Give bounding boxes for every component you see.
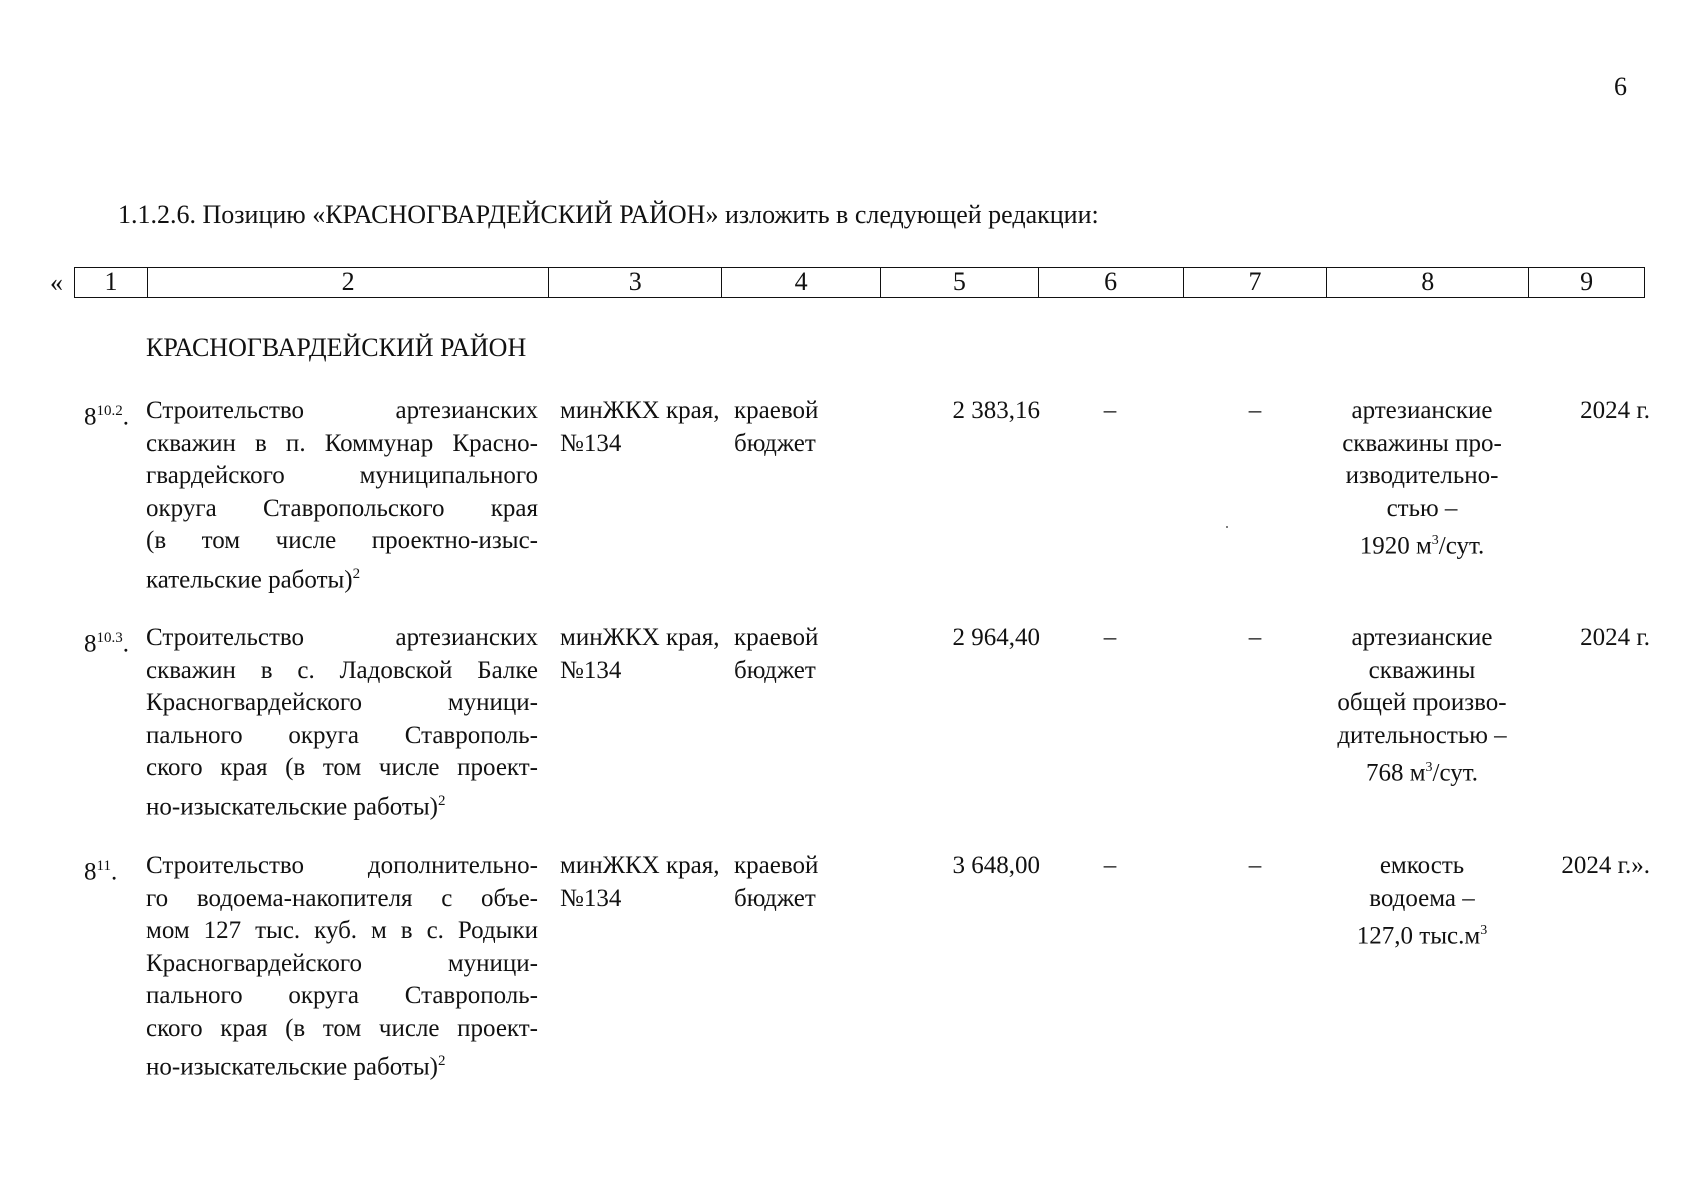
project-description: Строительство артезианских скважин в с. Ладовской Балке Красногвардейского муници- пального округа Ставрополь- ского края (в том числе проект- но-изыскательские работы)$^2$: [146, 624, 538, 820]
col7-dash: –: [1248, 624, 1262, 651]
responsible-body: минЖКХ края, №134: [560, 852, 720, 912]
header-cell: 5: [881, 268, 1039, 297]
row-number: $8^{11}$.: [84, 858, 118, 886]
row-number: $8^{10.3}$.: [84, 630, 129, 658]
responsible-body: минЖКХ края, №134: [560, 397, 720, 457]
footnote-mark: 2: [437, 792, 446, 809]
col6-dash: –: [1103, 397, 1117, 424]
header-cell: 2: [148, 268, 549, 297]
col6-dash: –: [1103, 852, 1117, 879]
col7-dash: –: [1248, 852, 1262, 879]
column-number-header: [74, 267, 1645, 298]
col7-dash: –: [1248, 397, 1262, 424]
opening-quote: «: [50, 268, 63, 297]
header-cell: 3: [549, 268, 722, 297]
responsible-body: минЖКХ края, №134: [560, 624, 720, 684]
header-cell: 7: [1184, 268, 1328, 297]
row-number: $8^{10.2}$.: [84, 403, 129, 431]
project-description: Строительство артезианских скважин в п. Коммунар Красно- гвардейского муниципального округа Ставропольского края (в том числе проектно-изыс- кательские работы)$^2$: [146, 397, 538, 593]
funding-source: краевой бюджет: [734, 397, 819, 457]
page-number: 6: [1614, 72, 1627, 101]
col6-dash: –: [1103, 624, 1117, 651]
header-cell: 8: [1327, 268, 1529, 297]
header-cell: 1: [75, 268, 148, 297]
amount: 2 964,40: [952, 624, 1040, 651]
funding-source: краевой бюджет: [734, 624, 819, 684]
project-description: Строительство дополнительно- го водоема-накопителя с объе- мом 127 тыс. куб. м в с. Родыки Красногвардейского муници- пального округа Ставрополь- ского края (в том числе проект- но-изыскательские работы)$^2$: [146, 852, 538, 1081]
expected-result: артезианские скважины про- изводительно- стью – 1920 $м^3$/сут.: [1342, 397, 1502, 560]
scan-speck: [1226, 526, 1228, 528]
amount: 3 648,00: [952, 852, 1040, 879]
amount: 2 383,16: [952, 397, 1040, 424]
completion-year: 2024 г.».: [1561, 852, 1650, 879]
footnote-mark: 2: [437, 1053, 446, 1069]
header-cell: 9: [1580, 267, 1594, 296]
completion-year: 2024 г.: [1580, 624, 1650, 651]
completion-year: 2024 г.: [1580, 397, 1650, 424]
footnote-mark: 2: [352, 565, 361, 582]
amendment-instruction: 1.1.2.6. Позицию «КРАСНОГВАРДЕЙСКИЙ РАЙОН» изложить в следующей редакции:: [118, 200, 1099, 229]
header-cell: 6: [1039, 268, 1184, 297]
expected-result: емкость водоема – 127,0 $тыс.м^3$: [1356, 852, 1488, 950]
funding-source: краевой бюджет: [734, 852, 819, 912]
header-cell: 4: [722, 268, 881, 297]
expected-result: артезианские скважины общей произво- дительностью – 768 $м^3$/сут.: [1337, 624, 1507, 787]
district-title: КРАСНОГВАРДЕЙСКИЙ РАЙОН: [146, 333, 527, 362]
